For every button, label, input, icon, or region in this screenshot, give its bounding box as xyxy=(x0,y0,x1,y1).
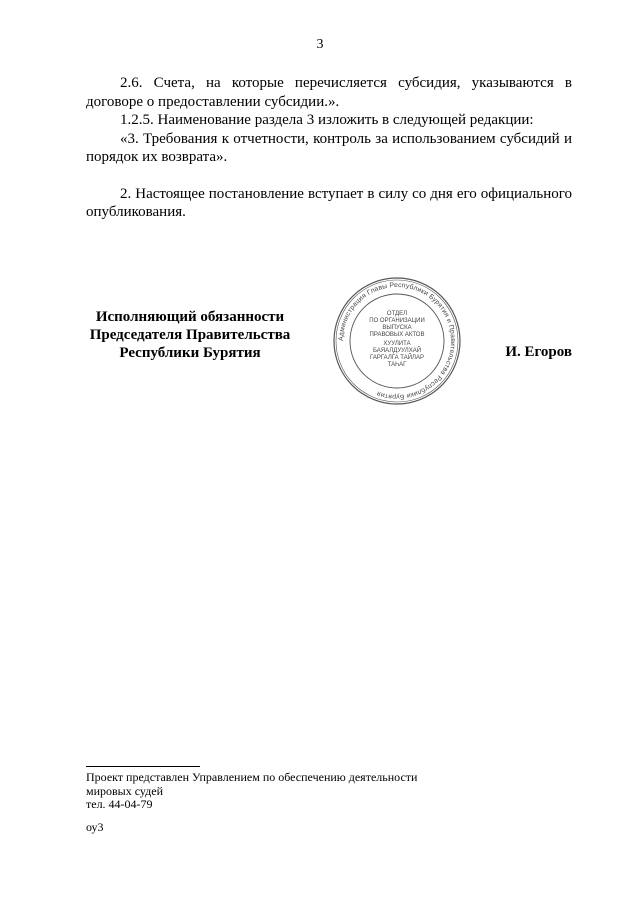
seal-center-line: ПРАВОВЫХ АКТОВ xyxy=(369,332,425,338)
signer-title-line: Исполняющий обязанности xyxy=(95,309,285,325)
document-code: оу3 xyxy=(86,819,104,834)
footer-divider xyxy=(86,766,200,767)
paragraph-2-6: 2.6. Счета, на которые перечисляется субсидия, указываются в договоре о предоставлении субсидии.». xyxy=(86,75,572,110)
seal-center-line: ТАҺАГ xyxy=(387,362,407,368)
official-seal-stamp xyxy=(332,276,462,406)
seal-outer-text: Администрация Главы Республики Бурятия и Правительства Республики Бурятия xyxy=(337,281,457,401)
footer-line: Проект представлен Управлением по обеспечению деятельности xyxy=(86,770,418,784)
footer-note xyxy=(86,771,417,834)
page-number: 3 xyxy=(316,37,324,52)
seal-center-line: ПО ОРГАНИЗАЦИИ xyxy=(369,318,425,324)
paragraph-effective-date: 2. Настоящее постановление вступает в силу со дня его официального опубликования. xyxy=(86,185,572,220)
document-body xyxy=(86,74,572,222)
seal-center-line: ХУУЛИТА xyxy=(383,341,411,347)
footer-line: мировых судей xyxy=(86,783,164,798)
signer-title xyxy=(70,308,310,362)
paragraph-1-2-5: 1.2.5. Наименование раздела 3 изложить в следующей редакции: xyxy=(120,112,534,128)
signer-title-line: Республики Бурятия xyxy=(119,345,261,361)
seal-center-line: ВЫПУСКА xyxy=(382,325,412,331)
seal-center-line: ГАРГАЛГА ТАЙЛАР xyxy=(369,355,425,361)
signer-title-line: Председателя Правительства xyxy=(89,327,291,343)
footer-line: тел. 44-04-79 xyxy=(86,797,153,811)
signer-name: И. Егоров xyxy=(505,344,572,360)
seal-center-line: БАЯАЛДУУЛХАЙ xyxy=(372,348,422,354)
paragraph-section-3-title: «3. Требования к отчетности, контроль за использованием субсидий и порядок их возврата». xyxy=(86,130,572,165)
seal-center-line: ОТДЕЛ xyxy=(386,311,408,317)
